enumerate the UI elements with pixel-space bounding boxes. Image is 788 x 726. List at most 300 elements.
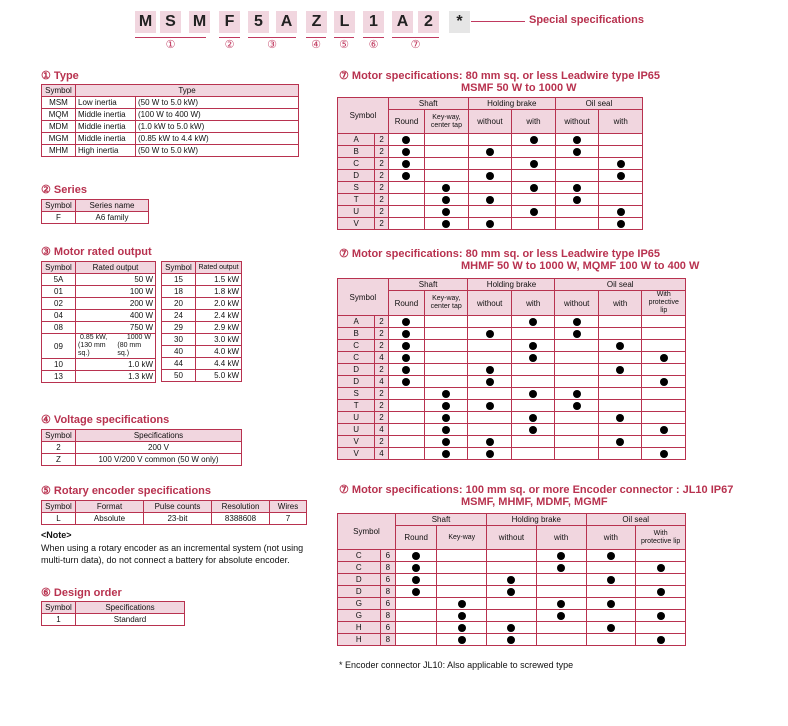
motor-option-cell xyxy=(599,146,643,158)
motor-symbol-digit: 2 xyxy=(375,158,388,170)
motor-option-cell xyxy=(512,134,556,146)
motor-option-cell xyxy=(598,340,642,352)
motor-symbol-digit: 8 xyxy=(380,562,395,574)
type-range: (1.0 kW to 5.0 kW) xyxy=(136,121,299,133)
design-heading: ⑥ Design order xyxy=(41,587,122,599)
selected-dot-icon xyxy=(458,600,466,608)
motor-option-cell xyxy=(599,206,643,218)
motor-symbol-digit: 2 xyxy=(375,194,388,206)
motor-option-cell xyxy=(388,206,424,218)
table-row xyxy=(42,145,299,157)
motor-header-round: Round xyxy=(388,291,424,316)
motor-option-cell xyxy=(395,550,436,562)
encoder-note-title: <Note> xyxy=(41,530,72,540)
motor-option-cell xyxy=(642,340,686,352)
motor-option-cell xyxy=(468,424,512,436)
motor-option-cell xyxy=(388,316,424,328)
motor-option-cell xyxy=(424,340,468,352)
motor-option-cell xyxy=(598,364,642,376)
motor-symbol-digit: 2 xyxy=(375,170,388,182)
motor-option-cell xyxy=(388,146,424,158)
motor-option-cell xyxy=(555,170,599,182)
encoder-header-resolution: Resolution xyxy=(212,501,270,513)
selected-dot-icon xyxy=(607,552,615,560)
motor-option-cell xyxy=(586,598,636,610)
motor-header-symbol: Symbol xyxy=(338,98,389,134)
motor-option-cell xyxy=(395,562,436,574)
output-symbol: 04 xyxy=(42,310,76,322)
selected-dot-icon xyxy=(442,450,450,458)
output-value: 50 W xyxy=(76,274,156,286)
voltage-spec: 100 V/200 V common (50 W only) xyxy=(76,454,242,466)
motor-option-cell xyxy=(425,182,469,194)
motor-header-symbol: Symbol xyxy=(338,514,396,550)
model-code-group-number: ③ xyxy=(267,39,277,51)
motor-symbol-digit: 2 xyxy=(375,388,388,400)
motor-option-cell xyxy=(468,170,512,182)
output-value: 400 W xyxy=(76,310,156,322)
type-symbol: MGM xyxy=(42,133,76,145)
table-row xyxy=(338,622,686,634)
table-row xyxy=(42,274,156,286)
selected-dot-icon xyxy=(402,148,410,156)
motor-symbol: C xyxy=(338,158,375,170)
motor1-heading-1: ⑦ Motor specifications: 80 mm sq. or less Leadwire type IP65 xyxy=(339,70,661,82)
motor-symbol-digit: 2 xyxy=(375,400,388,412)
motor-symbol: S xyxy=(338,388,375,400)
model-code-char: 2 xyxy=(418,11,439,33)
output-table-right xyxy=(161,261,242,382)
motor-option-cell xyxy=(511,436,555,448)
series-header-name: Series name xyxy=(76,200,149,212)
selected-dot-icon xyxy=(530,160,538,168)
selected-dot-icon xyxy=(442,426,450,434)
motor-header-round: Round xyxy=(388,110,424,134)
motor-header-brake-without: without xyxy=(468,291,512,316)
motor-option-cell xyxy=(599,182,643,194)
motor-option-cell xyxy=(388,218,424,230)
motor-symbol-digit: 2 xyxy=(375,340,388,352)
motor-option-cell xyxy=(388,194,424,206)
encoder-symbol: L xyxy=(42,513,76,525)
motor-header-seal-lip: With protective lip xyxy=(642,291,686,316)
model-code-group-number: ⑥ xyxy=(368,39,379,51)
motor-option-cell xyxy=(598,316,642,328)
motor-symbol: V xyxy=(338,448,375,460)
output-symbol: 24 xyxy=(162,310,196,322)
model-code-char: F xyxy=(219,11,240,33)
motor-option-cell xyxy=(642,328,686,340)
design-header-spec: Specifications xyxy=(76,602,185,614)
motor-header-brake-with: with xyxy=(511,291,555,316)
table-row xyxy=(162,358,242,370)
motor-symbol: C xyxy=(338,352,375,364)
motor-header-seal-with: with xyxy=(598,291,642,316)
table-row xyxy=(338,158,643,170)
motor-option-cell xyxy=(642,376,686,388)
output-header-rated-2: Rated output xyxy=(196,262,242,274)
selected-dot-icon xyxy=(617,160,625,168)
encoder-header-wires: Wires xyxy=(270,501,307,513)
table-row xyxy=(338,194,643,206)
table-row xyxy=(338,634,686,646)
table-row xyxy=(162,286,242,298)
selected-dot-icon xyxy=(660,426,668,434)
motor-symbol: U xyxy=(338,412,375,424)
motor-option-cell xyxy=(437,634,487,646)
model-code-char: S xyxy=(160,11,181,33)
table-row xyxy=(338,218,643,230)
selected-dot-icon xyxy=(530,208,538,216)
motor-option-cell xyxy=(468,158,512,170)
motor-symbol-digit: 6 xyxy=(380,598,395,610)
motor-option-cell xyxy=(586,634,636,646)
motor-header-symbol: Symbol xyxy=(338,279,389,316)
motor-option-cell xyxy=(642,436,686,448)
motor-option-cell xyxy=(555,448,599,460)
selected-dot-icon xyxy=(607,624,615,632)
selected-dot-icon xyxy=(402,330,410,338)
motor-option-cell xyxy=(437,586,487,598)
output-header-symbol-2: Symbol xyxy=(162,262,196,274)
selected-dot-icon xyxy=(657,564,665,572)
motor-option-cell xyxy=(424,316,468,328)
motor-option-cell xyxy=(468,412,512,424)
output-heading: ③ Motor rated output xyxy=(41,246,152,258)
model-code-char: 5 xyxy=(248,11,269,33)
series-header-symbol: Symbol xyxy=(42,200,76,212)
selected-dot-icon xyxy=(573,136,581,144)
motor-option-cell xyxy=(586,622,636,634)
output-symbol: 44 xyxy=(162,358,196,370)
type-symbol: MSM xyxy=(42,97,76,109)
motor-option-cell xyxy=(468,182,512,194)
design-spec: Standard xyxy=(76,614,185,626)
motor-option-cell xyxy=(642,364,686,376)
selected-dot-icon xyxy=(486,220,494,228)
table-row xyxy=(162,334,242,346)
selected-dot-icon xyxy=(412,576,420,584)
motor-option-cell xyxy=(437,622,487,634)
motor-option-cell xyxy=(388,352,424,364)
table-row xyxy=(338,206,643,218)
model-code-group-number: ④ xyxy=(311,39,321,51)
selected-dot-icon xyxy=(442,402,450,410)
motor-option-cell xyxy=(512,182,556,194)
motor-option-cell xyxy=(636,562,686,574)
selected-dot-icon xyxy=(402,160,410,168)
motor-option-cell xyxy=(536,610,586,622)
motor-symbol-digit: 2 xyxy=(375,316,388,328)
selected-dot-icon xyxy=(442,390,450,398)
motor-option-cell xyxy=(598,436,642,448)
table-row xyxy=(338,340,686,352)
motor-header-keyway: Key-way, center tap xyxy=(424,291,468,316)
motor-option-cell xyxy=(555,134,599,146)
motor-symbol-digit: 8 xyxy=(380,586,395,598)
output-symbol: 08 xyxy=(42,322,76,334)
selected-dot-icon xyxy=(617,208,625,216)
output-value-note: (130 mm sq.) xyxy=(78,342,106,357)
type-header-symbol: Symbol xyxy=(42,85,76,97)
motor-option-cell xyxy=(425,206,469,218)
motor-option-cell xyxy=(555,388,599,400)
motor-option-cell xyxy=(437,550,487,562)
output-symbol: 20 xyxy=(162,298,196,310)
voltage-heading: ④ Voltage specifications xyxy=(41,414,170,426)
motor-option-cell xyxy=(487,598,537,610)
motor-option-cell xyxy=(555,412,599,424)
motor2-heading-2: MHMF 50 W to 1000 W, MQMF 100 W to 400 W xyxy=(461,260,700,272)
table-row xyxy=(42,614,185,626)
motor-option-cell xyxy=(555,206,599,218)
motor-option-cell xyxy=(487,610,537,622)
selected-dot-icon xyxy=(616,342,624,350)
motor-header-seal-with: with xyxy=(599,110,643,134)
special-spec-leader xyxy=(471,21,525,22)
encoder-pulse: 23-bit xyxy=(144,513,212,525)
design-symbol: 1 xyxy=(42,614,76,626)
motor-option-cell xyxy=(424,424,468,436)
motor-option-cell xyxy=(598,400,642,412)
motor-option-cell xyxy=(511,376,555,388)
selected-dot-icon xyxy=(573,330,581,338)
table-row xyxy=(42,334,156,359)
motor-header-seal: Oil seal xyxy=(586,514,685,526)
motor-symbol-digit: 6 xyxy=(380,550,395,562)
motor-symbol-digit: 4 xyxy=(375,352,388,364)
output-value: 4.0 kW xyxy=(196,346,242,358)
selected-dot-icon xyxy=(616,438,624,446)
selected-dot-icon xyxy=(442,438,450,446)
motor-symbol: D xyxy=(338,586,381,598)
motor-header-seal-with: with xyxy=(586,526,636,550)
table-row xyxy=(338,376,686,388)
motor-option-cell xyxy=(487,634,537,646)
selected-dot-icon xyxy=(573,184,581,192)
selected-dot-icon xyxy=(486,172,494,180)
motor-option-cell xyxy=(599,170,643,182)
motor-option-cell xyxy=(468,364,512,376)
selected-dot-icon xyxy=(402,318,410,326)
motor-header-brake-with: with xyxy=(512,110,556,134)
motor-option-cell xyxy=(555,436,599,448)
output-symbol: 30 xyxy=(162,334,196,346)
motor-symbol: V xyxy=(338,436,375,448)
motor-option-cell xyxy=(468,146,512,158)
motor-symbol-digit: 4 xyxy=(375,424,388,436)
motor-option-cell xyxy=(388,376,424,388)
type-inertia: Middle inertia xyxy=(76,133,136,145)
output-symbol: 29 xyxy=(162,322,196,334)
motor-option-cell xyxy=(586,574,636,586)
motor-symbol-digit: 2 xyxy=(375,206,388,218)
motor-symbol-digit: 4 xyxy=(375,448,388,460)
motor-option-cell xyxy=(586,550,636,562)
output-value: 100 W xyxy=(76,286,156,298)
voltage-header-symbol: Symbol xyxy=(42,430,76,442)
motor-option-cell xyxy=(512,146,556,158)
motor-option-cell xyxy=(511,388,555,400)
selected-dot-icon xyxy=(412,588,420,596)
type-range: (0.85 kW to 4.4 kW) xyxy=(136,133,299,145)
selected-dot-icon xyxy=(529,390,537,398)
type-heading: ① Type xyxy=(41,70,79,82)
motor-option-cell xyxy=(468,448,512,460)
motor-option-cell xyxy=(512,170,556,182)
table-row xyxy=(162,322,242,334)
motor-header-shaft: Shaft xyxy=(395,514,486,526)
type-inertia: Middle inertia xyxy=(76,121,136,133)
output-value: 2.0 kW xyxy=(196,298,242,310)
motor-option-cell xyxy=(425,194,469,206)
motor-option-cell xyxy=(636,622,686,634)
encoder-header-format: Format xyxy=(76,501,144,513)
motor-option-cell xyxy=(468,436,512,448)
motor-option-cell xyxy=(388,170,424,182)
selected-dot-icon xyxy=(507,636,515,644)
motor-option-cell xyxy=(555,328,599,340)
selected-dot-icon xyxy=(660,450,668,458)
motor-option-cell xyxy=(511,340,555,352)
motor-option-cell xyxy=(598,376,642,388)
motor-header-seal: Oil seal xyxy=(555,98,642,110)
selected-dot-icon xyxy=(607,600,615,608)
motor-option-cell xyxy=(388,424,424,436)
type-inertia: Middle inertia xyxy=(76,109,136,121)
selected-dot-icon xyxy=(486,438,494,446)
selected-dot-icon xyxy=(442,184,450,192)
motor-option-cell xyxy=(598,328,642,340)
motor-option-cell xyxy=(536,634,586,646)
selected-dot-icon xyxy=(486,378,494,386)
motor-header-seal-lip: With protective lip xyxy=(636,526,686,550)
motor-option-cell xyxy=(388,412,424,424)
motor-option-cell xyxy=(636,586,686,598)
motor-option-cell xyxy=(487,586,537,598)
model-code-char: * xyxy=(449,11,470,33)
motor-option-cell xyxy=(636,634,686,646)
selected-dot-icon xyxy=(617,220,625,228)
output-value: 1.0 kW xyxy=(76,359,156,371)
table-row xyxy=(42,371,156,383)
selected-dot-icon xyxy=(412,552,420,560)
selected-dot-icon xyxy=(657,636,665,644)
type-inertia: High inertia xyxy=(76,145,136,157)
motor-option-cell xyxy=(598,388,642,400)
model-code-group-number: ① xyxy=(165,39,176,51)
voltage-spec: 200 V xyxy=(76,442,242,454)
table-row xyxy=(338,400,686,412)
motor1-table xyxy=(337,97,643,230)
motor-option-cell xyxy=(642,424,686,436)
selected-dot-icon xyxy=(402,172,410,180)
motor-option-cell xyxy=(468,194,512,206)
selected-dot-icon xyxy=(573,148,581,156)
encoder-note-line-1: When using a rotary encoder as an incremental system (not using xyxy=(41,543,304,553)
voltage-table xyxy=(41,429,242,466)
motor-option-cell xyxy=(555,376,599,388)
motor-option-cell xyxy=(536,562,586,574)
motor-option-cell xyxy=(437,610,487,622)
model-code-char: 1 xyxy=(363,11,384,33)
selected-dot-icon xyxy=(529,318,537,326)
table-row xyxy=(42,298,156,310)
output-table-left xyxy=(41,261,156,383)
motor-option-cell xyxy=(425,158,469,170)
selected-dot-icon xyxy=(616,366,624,374)
motor-option-cell xyxy=(424,364,468,376)
table-row xyxy=(42,121,299,133)
model-code-char: A xyxy=(276,11,297,33)
selected-dot-icon xyxy=(486,148,494,156)
motor-option-cell xyxy=(599,218,643,230)
encoder-note-line-2: multi-turn data), do not connect a battery for absolute encoder. xyxy=(41,555,290,565)
motor-option-cell xyxy=(511,400,555,412)
table-row xyxy=(42,310,156,322)
output-symbol: 50 xyxy=(162,370,196,382)
motor3-heading-2: MSMF, MHMF, MDMF, MGMF xyxy=(461,496,608,508)
motor-option-cell xyxy=(511,328,555,340)
selected-dot-icon xyxy=(442,220,450,228)
motor-option-cell xyxy=(555,400,599,412)
output-symbol: 02 xyxy=(42,298,76,310)
model-code-group-number: ② xyxy=(224,39,235,51)
selected-dot-icon xyxy=(529,342,537,350)
selected-dot-icon xyxy=(616,414,624,422)
motor-symbol: D xyxy=(338,574,381,586)
motor-symbol-digit: 2 xyxy=(375,328,388,340)
motor-option-cell xyxy=(599,134,643,146)
output-value-part: 1000 W xyxy=(126,334,151,341)
motor-option-cell xyxy=(425,218,469,230)
table-row xyxy=(162,298,242,310)
motor-symbol-digit: 2 xyxy=(375,182,388,194)
table-row xyxy=(338,134,643,146)
type-header-type: Type xyxy=(76,85,299,97)
type-inertia: Low inertia xyxy=(76,97,136,109)
motor-option-cell xyxy=(536,598,586,610)
selected-dot-icon xyxy=(402,136,410,144)
motor-option-cell xyxy=(437,598,487,610)
series-heading: ② Series xyxy=(41,184,87,196)
output-header-rated: Rated output xyxy=(76,262,156,274)
table-row xyxy=(338,170,643,182)
selected-dot-icon xyxy=(458,624,466,632)
motor-option-cell xyxy=(642,316,686,328)
selected-dot-icon xyxy=(529,426,537,434)
motor-option-cell xyxy=(395,622,436,634)
motor-option-cell xyxy=(642,388,686,400)
table-row xyxy=(338,182,643,194)
table-row xyxy=(42,286,156,298)
motor-option-cell xyxy=(512,218,556,230)
table-row xyxy=(42,513,307,525)
series-symbol: F xyxy=(42,212,76,224)
output-value: 5.0 kW xyxy=(196,370,242,382)
motor-option-cell xyxy=(512,206,556,218)
motor-option-cell xyxy=(555,424,599,436)
model-code-group-number: ⑤ xyxy=(339,39,349,51)
table-row xyxy=(338,328,686,340)
motor-option-cell xyxy=(468,352,512,364)
selected-dot-icon xyxy=(573,402,581,410)
selected-dot-icon xyxy=(402,342,410,350)
table-row xyxy=(338,550,686,562)
output-value: 3.0 kW xyxy=(196,334,242,346)
output-symbol: 09 xyxy=(42,334,76,359)
motor-header-brake: Holding brake xyxy=(468,279,555,291)
